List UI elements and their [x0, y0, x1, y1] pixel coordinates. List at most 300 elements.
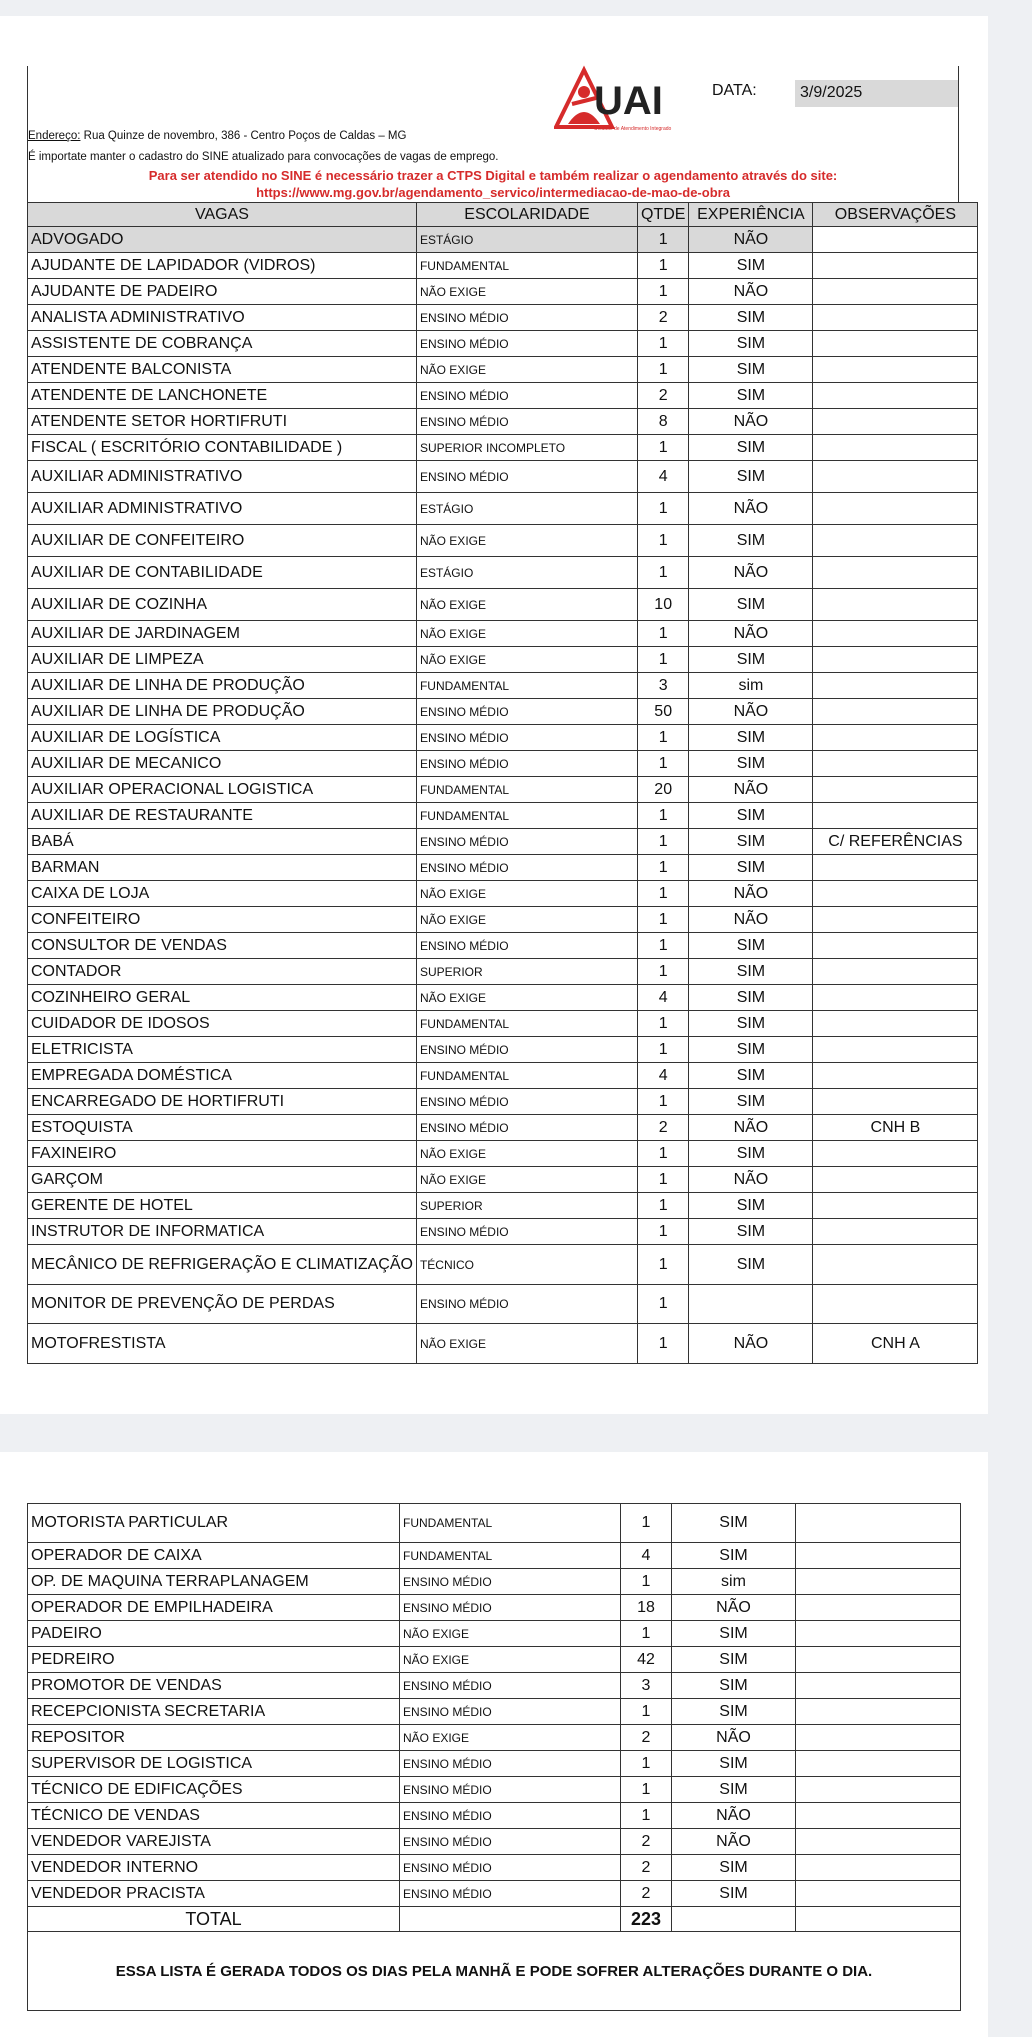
education-cell: NÃO EXIGE	[416, 1167, 637, 1193]
table-row	[28, 777, 978, 803]
observations-cell	[813, 357, 978, 383]
table-row	[28, 1647, 961, 1673]
education-cell: FUNDAMENTAL	[400, 1543, 621, 1569]
job-title-cell: MOTORISTA PARTICULAR	[28, 1504, 400, 1543]
table-row	[28, 1595, 961, 1621]
col-header-experiencia: EXPERIÊNCIA	[689, 203, 813, 227]
experience-cell: SIM	[689, 1037, 813, 1063]
education-cell: FUNDAMENTAL	[416, 803, 637, 829]
footer-row	[28, 1932, 961, 2011]
education-cell: ENSINO MÉDIO	[416, 331, 637, 357]
job-title-cell: REPOSITOR	[28, 1725, 400, 1751]
agendamento-link[interactable]: https://www.mg.gov.br/agendamento_servico/intermediacao-de-mao-de-obra	[256, 185, 730, 200]
job-title-cell: TÉCNICO DE EDIFICAÇÕES	[28, 1777, 400, 1803]
table-row	[28, 699, 978, 725]
job-title-cell: CONTADOR	[28, 959, 417, 985]
table-row	[28, 1673, 961, 1699]
table-row	[28, 435, 978, 461]
education-cell: ENSINO MÉDIO	[416, 461, 637, 493]
total-empty-cell	[672, 1907, 796, 1932]
experience-cell: NÃO	[689, 1324, 813, 1364]
quantity-cell: 1	[637, 357, 688, 383]
education-cell: ENSINO MÉDIO	[400, 1751, 621, 1777]
quantity-cell: 3	[637, 673, 688, 699]
table-row	[28, 1037, 978, 1063]
observations-cell: CNH B	[813, 1115, 978, 1141]
quantity-cell: 1	[637, 1245, 688, 1285]
education-cell: NÃO EXIGE	[416, 1324, 637, 1364]
quantity-cell: 1	[621, 1803, 672, 1829]
table-row	[28, 1829, 961, 1855]
uai-logo-graphic	[554, 52, 676, 140]
uai-logo	[554, 52, 676, 140]
quantity-cell: 1	[637, 1167, 688, 1193]
table-row	[28, 1881, 961, 1907]
education-cell: ENSINO MÉDIO	[400, 1855, 621, 1881]
quantity-cell: 1	[637, 253, 688, 279]
job-title-cell: MECÂNICO DE REFRIGERAÇÃO E CLIMATIZAÇÃO	[28, 1245, 417, 1285]
observations-cell	[813, 1167, 978, 1193]
job-title-cell: ATENDENTE DE LANCHONETE	[28, 383, 417, 409]
observations-cell	[813, 493, 978, 525]
col-header-escolaridade: ESCOLARIDADE	[416, 203, 637, 227]
job-title-cell: EMPREGADA DOMÉSTICA	[28, 1063, 417, 1089]
observations-cell	[796, 1673, 961, 1699]
job-title-cell: ANALISTA ADMINISTRATIVO	[28, 305, 417, 331]
observations-cell	[813, 1193, 978, 1219]
job-title-cell: BARMAN	[28, 855, 417, 881]
education-cell: SUPERIOR INCOMPLETO	[416, 435, 637, 461]
job-title-cell: AUXILIAR DE CONTABILIDADE	[28, 557, 417, 589]
table-row	[28, 1167, 978, 1193]
observations-cell	[813, 435, 978, 461]
table-row	[28, 1543, 961, 1569]
observations-cell	[813, 461, 978, 493]
table-row	[28, 1504, 961, 1543]
job-title-cell: AJUDANTE DE LAPIDADOR (VIDROS)	[28, 253, 417, 279]
observations-cell	[813, 933, 978, 959]
observations-cell	[813, 525, 978, 557]
experience-cell: SIM	[689, 1245, 813, 1285]
job-title-cell: FISCAL ( ESCRITÓRIO CONTABILIDADE )	[28, 435, 417, 461]
table-row	[28, 1324, 978, 1364]
observations-cell	[813, 673, 978, 699]
observations-cell	[813, 1011, 978, 1037]
experience-cell: SIM	[672, 1673, 796, 1699]
experience-cell: SIM	[672, 1504, 796, 1543]
experience-cell: SIM	[689, 1193, 813, 1219]
table-row	[28, 1285, 978, 1324]
job-title-cell: PEDREIRO	[28, 1647, 400, 1673]
quantity-cell: 1	[637, 881, 688, 907]
quantity-cell: 2	[637, 1115, 688, 1141]
col-header-vagas: VAGAS	[28, 203, 417, 227]
education-cell: FUNDAMENTAL	[416, 1011, 637, 1037]
education-cell: ENSINO MÉDIO	[400, 1595, 621, 1621]
education-cell: ENSINO MÉDIO	[416, 855, 637, 881]
observations-cell	[796, 1647, 961, 1673]
table-row	[28, 357, 978, 383]
observations-cell	[813, 409, 978, 435]
table-row	[28, 1699, 961, 1725]
experience-cell: NÃO	[689, 881, 813, 907]
education-cell: NÃO EXIGE	[416, 907, 637, 933]
experience-cell: SIM	[689, 751, 813, 777]
date-label: DATA:	[712, 82, 757, 99]
quantity-cell: 1	[637, 525, 688, 557]
experience-cell: SIM	[672, 1543, 796, 1569]
job-title-cell: GERENTE DE HOTEL	[28, 1193, 417, 1219]
table-row	[28, 1751, 961, 1777]
experience-cell: NÃO	[672, 1725, 796, 1751]
experience-cell: SIM	[689, 525, 813, 557]
observations-cell	[813, 1141, 978, 1167]
quantity-cell: 1	[621, 1699, 672, 1725]
observations-cell	[796, 1569, 961, 1595]
experience-cell: SIM	[689, 829, 813, 855]
education-cell: ENSINO MÉDIO	[416, 933, 637, 959]
table-row	[28, 1011, 978, 1037]
education-cell: ESTÁGIO	[416, 493, 637, 525]
experience-cell: SIM	[689, 253, 813, 279]
observations-cell	[813, 1089, 978, 1115]
job-title-cell: AUXILIAR DE LOGÍSTICA	[28, 725, 417, 751]
quantity-cell: 1	[637, 1089, 688, 1115]
table-row	[28, 493, 978, 525]
observations-cell	[796, 1504, 961, 1543]
quantity-cell: 1	[637, 803, 688, 829]
quantity-cell: 4	[621, 1543, 672, 1569]
job-title-cell: AUXILIAR ADMINISTRATIVO	[28, 493, 417, 525]
experience-cell: SIM	[689, 959, 813, 985]
observations-cell	[813, 621, 978, 647]
table-row	[28, 589, 978, 621]
experience-cell: NÃO	[689, 777, 813, 803]
quantity-cell: 1	[637, 725, 688, 751]
job-title-cell: ATENDENTE SETOR HORTIFRUTI	[28, 409, 417, 435]
quantity-cell: 18	[621, 1595, 672, 1621]
quantity-cell: 2	[621, 1829, 672, 1855]
education-cell: SUPERIOR	[416, 959, 637, 985]
quantity-cell: 4	[637, 1063, 688, 1089]
education-cell: ENSINO MÉDIO	[416, 383, 637, 409]
quantity-cell: 1	[637, 751, 688, 777]
job-title-cell: PROMOTOR DE VENDAS	[28, 1673, 400, 1699]
experience-cell: SIM	[689, 647, 813, 673]
education-cell: ENSINO MÉDIO	[416, 751, 637, 777]
table-row	[28, 1141, 978, 1167]
job-title-cell: AUXILIAR ADMINISTRATIVO	[28, 461, 417, 493]
job-title-cell: ASSISTENTE DE COBRANÇA	[28, 331, 417, 357]
table-row	[28, 227, 978, 253]
observations-cell	[813, 777, 978, 803]
job-title-cell: VENDEDOR INTERNO	[28, 1855, 400, 1881]
experience-cell: SIM	[672, 1855, 796, 1881]
table-row	[28, 1803, 961, 1829]
table-row	[28, 1115, 978, 1141]
table-row	[28, 1569, 961, 1595]
quantity-cell: 1	[637, 647, 688, 673]
jobs-table-page2	[27, 1503, 961, 2011]
job-title-cell: COZINHEIRO GERAL	[28, 985, 417, 1011]
experience-cell: NÃO	[689, 227, 813, 253]
education-cell: NÃO EXIGE	[416, 279, 637, 305]
experience-cell: NÃO	[689, 493, 813, 525]
job-title-cell: MOTOFRESTISTA	[28, 1324, 417, 1364]
table-row	[28, 1725, 961, 1751]
education-cell: NÃO EXIGE	[416, 621, 637, 647]
job-title-cell: TÉCNICO DE VENDAS	[28, 1803, 400, 1829]
job-title-cell: ADVOGADO	[28, 227, 417, 253]
job-title-cell: AUXILIAR DE LIMPEZA	[28, 647, 417, 673]
total-value: 223	[621, 1907, 672, 1932]
logo-text: UAI	[594, 79, 663, 123]
experience-cell: NÃO	[689, 621, 813, 647]
experience-cell: SIM	[689, 383, 813, 409]
table-row	[28, 1621, 961, 1647]
experience-cell: NÃO	[689, 279, 813, 305]
job-title-cell: CUIDADOR DE IDOSOS	[28, 1011, 417, 1037]
quantity-cell: 1	[621, 1751, 672, 1777]
quantity-cell: 20	[637, 777, 688, 803]
quantity-cell: 1	[637, 855, 688, 881]
experience-cell: SIM	[689, 305, 813, 331]
observations-cell	[813, 557, 978, 589]
table-row	[28, 253, 978, 279]
observations-cell	[796, 1855, 961, 1881]
job-title-cell: ELETRICISTA	[28, 1037, 417, 1063]
col-header-observacoes: OBSERVAÇÕES	[813, 203, 978, 227]
table-row	[28, 725, 978, 751]
table-row	[28, 525, 978, 557]
jobs-table-page1	[27, 202, 978, 1364]
quantity-cell: 8	[637, 409, 688, 435]
education-cell: NÃO EXIGE	[416, 1141, 637, 1167]
education-cell: ENSINO MÉDIO	[400, 1673, 621, 1699]
observations-cell	[796, 1829, 961, 1855]
frame-right-line	[958, 66, 959, 202]
table-row	[28, 621, 978, 647]
job-title-cell: AUXILIAR DE MECANICO	[28, 751, 417, 777]
quantity-cell: 1	[621, 1777, 672, 1803]
job-title-cell: PADEIRO	[28, 1621, 400, 1647]
experience-cell: SIM	[672, 1647, 796, 1673]
notice-text: É importate manter o cadastro do SINE atualizado para convocações de vagas de emprego.	[28, 151, 499, 163]
job-title-cell: ATENDENTE BALCONISTA	[28, 357, 417, 383]
observations-cell	[813, 699, 978, 725]
observations-cell	[813, 383, 978, 409]
table-row	[28, 881, 978, 907]
quantity-cell: 1	[637, 1219, 688, 1245]
total-label: TOTAL	[28, 1907, 400, 1932]
table-row	[28, 829, 978, 855]
education-cell: ENSINO MÉDIO	[416, 305, 637, 331]
table-row	[28, 1193, 978, 1219]
job-title-cell: OPERADOR DE CAIXA	[28, 1543, 400, 1569]
table-row	[28, 803, 978, 829]
quantity-cell: 1	[637, 557, 688, 589]
quantity-cell: 1	[637, 1324, 688, 1364]
education-cell: NÃO EXIGE	[416, 647, 637, 673]
quantity-cell: 1	[637, 907, 688, 933]
quantity-cell: 2	[637, 305, 688, 331]
quantity-cell: 1	[637, 621, 688, 647]
quantity-cell: 4	[637, 461, 688, 493]
job-title-cell: MONITOR DE PREVENÇÃO DE PERDAS	[28, 1285, 417, 1324]
job-title-cell: AUXILIAR OPERACIONAL LOGISTICA	[28, 777, 417, 803]
quantity-cell: 1	[637, 435, 688, 461]
education-cell: ENSINO MÉDIO	[416, 1037, 637, 1063]
experience-cell: NÃO	[672, 1803, 796, 1829]
job-title-cell: AUXILIAR DE CONFEITEIRO	[28, 525, 417, 557]
footer-note: ESSA LISTA É GERADA TODOS OS DIAS PELA MANHÃ E PODE SOFRER ALTERAÇÕES DURANTE O DIA.	[28, 1932, 961, 2011]
education-cell: FUNDAMENTAL	[416, 777, 637, 803]
job-title-cell: BABÁ	[28, 829, 417, 855]
experience-cell: SIM	[689, 589, 813, 621]
education-cell: NÃO EXIGE	[400, 1725, 621, 1751]
experience-cell: SIM	[689, 357, 813, 383]
quantity-cell: 42	[621, 1647, 672, 1673]
quantity-cell: 1	[637, 1193, 688, 1219]
education-cell: TÉCNICO	[416, 1245, 637, 1285]
experience-cell: sim	[689, 673, 813, 699]
education-cell: FUNDAMENTAL	[416, 673, 637, 699]
total-row	[28, 1907, 961, 1932]
education-cell: ENSINO MÉDIO	[416, 1089, 637, 1115]
job-title-cell: OPERADOR DE EMPILHADEIRA	[28, 1595, 400, 1621]
table-row	[28, 1089, 978, 1115]
job-title-cell: CONFEITEIRO	[28, 907, 417, 933]
observations-cell	[813, 1219, 978, 1245]
education-cell: NÃO EXIGE	[416, 525, 637, 557]
quantity-cell: 1	[621, 1504, 672, 1543]
job-title-cell: AUXILIAR DE RESTAURANTE	[28, 803, 417, 829]
education-cell: FUNDAMENTAL	[400, 1504, 621, 1543]
total-empty-cell	[400, 1907, 621, 1932]
observations-cell	[813, 959, 978, 985]
observations-cell	[813, 1285, 978, 1324]
education-cell: NÃO EXIGE	[400, 1647, 621, 1673]
experience-cell: SIM	[689, 1141, 813, 1167]
education-cell: ENSINO MÉDIO	[416, 1219, 637, 1245]
table-row	[28, 1245, 978, 1285]
quantity-cell: 4	[637, 985, 688, 1011]
quantity-cell: 1	[637, 279, 688, 305]
quantity-cell: 2	[621, 1855, 672, 1881]
table-row	[28, 1063, 978, 1089]
quantity-cell: 2	[637, 383, 688, 409]
quantity-cell: 2	[621, 1881, 672, 1907]
experience-cell	[689, 1285, 813, 1324]
education-cell: NÃO EXIGE	[416, 589, 637, 621]
observations-cell	[813, 305, 978, 331]
observations-cell	[813, 881, 978, 907]
observations-cell	[796, 1777, 961, 1803]
education-cell: ENSINO MÉDIO	[416, 1115, 637, 1141]
observations-cell: C/ REFERÊNCIAS	[813, 829, 978, 855]
education-cell: SUPERIOR	[416, 1193, 637, 1219]
job-title-cell: RECEPCIONISTA SECRETARIA	[28, 1699, 400, 1725]
education-cell: NÃO EXIGE	[400, 1621, 621, 1647]
experience-cell: NÃO	[672, 1829, 796, 1855]
observations-cell	[813, 227, 978, 253]
experience-cell: SIM	[689, 331, 813, 357]
experience-cell: NÃO	[689, 699, 813, 725]
total-empty-cell	[796, 1907, 961, 1932]
experience-cell: NÃO	[689, 907, 813, 933]
job-title-cell: ENCARREGADO DE HORTIFRUTI	[28, 1089, 417, 1115]
observations-cell	[813, 331, 978, 357]
experience-cell: SIM	[689, 1011, 813, 1037]
requirement-text: Para ser atendido no SINE é necessário trazer a CTPS Digital e também realizar o agendamento através do site:	[148, 168, 838, 183]
job-title-cell: AUXILIAR DE COZINHA	[28, 589, 417, 621]
experience-cell: SIM	[689, 985, 813, 1011]
experience-cell: SIM	[672, 1699, 796, 1725]
job-title-cell: AUXILIAR DE LINHA DE PRODUÇÃO	[28, 673, 417, 699]
table-row	[28, 959, 978, 985]
table-row	[28, 985, 978, 1011]
education-cell: ENSINO MÉDIO	[416, 699, 637, 725]
education-cell: ENSINO MÉDIO	[416, 1285, 637, 1324]
table-row	[28, 1219, 978, 1245]
quantity-cell: 10	[637, 589, 688, 621]
address-label: Endereço:	[28, 130, 81, 142]
observations-cell	[813, 985, 978, 1011]
observations-cell	[813, 751, 978, 777]
experience-cell: SIM	[672, 1751, 796, 1777]
table-row	[28, 461, 978, 493]
job-title-cell: INSTRUTOR DE INFORMATICA	[28, 1219, 417, 1245]
table-row	[28, 647, 978, 673]
experience-cell: SIM	[689, 725, 813, 751]
quantity-cell: 1	[637, 227, 688, 253]
education-cell: FUNDAMENTAL	[416, 253, 637, 279]
quantity-cell: 1	[637, 829, 688, 855]
experience-cell: SIM	[689, 803, 813, 829]
education-cell: NÃO EXIGE	[416, 881, 637, 907]
observations-cell	[813, 855, 978, 881]
observations-cell	[796, 1543, 961, 1569]
experience-cell: SIM	[689, 1063, 813, 1089]
education-cell: ESTÁGIO	[416, 557, 637, 589]
col-header-qtde: QTDE	[637, 203, 688, 227]
jobs-table-body-2	[28, 1504, 961, 1907]
quantity-cell: 1	[637, 493, 688, 525]
job-title-cell: SUPERVISOR DE LOGISTICA	[28, 1751, 400, 1777]
experience-cell: NÃO	[689, 409, 813, 435]
education-cell: ENSINO MÉDIO	[416, 829, 637, 855]
education-cell: ENSINO MÉDIO	[400, 1699, 621, 1725]
observations-cell	[813, 253, 978, 279]
table-row	[28, 305, 978, 331]
experience-cell: NÃO	[689, 557, 813, 589]
observations-cell	[813, 725, 978, 751]
experience-cell: SIM	[689, 1219, 813, 1245]
education-cell: NÃO EXIGE	[416, 357, 637, 383]
education-cell: FUNDAMENTAL	[416, 1063, 637, 1089]
table-row	[28, 933, 978, 959]
education-cell: ENSINO MÉDIO	[400, 1829, 621, 1855]
quantity-cell: 1	[637, 1037, 688, 1063]
quantity-cell: 1	[621, 1569, 672, 1595]
job-title-cell: AUXILIAR DE LINHA DE PRODUÇÃO	[28, 699, 417, 725]
experience-cell: NÃO	[672, 1595, 796, 1621]
job-title-cell: GARÇOM	[28, 1167, 417, 1193]
education-cell: ENSINO MÉDIO	[400, 1881, 621, 1907]
table-row	[28, 855, 978, 881]
education-cell: ENSINO MÉDIO	[400, 1569, 621, 1595]
observations-cell	[813, 1037, 978, 1063]
